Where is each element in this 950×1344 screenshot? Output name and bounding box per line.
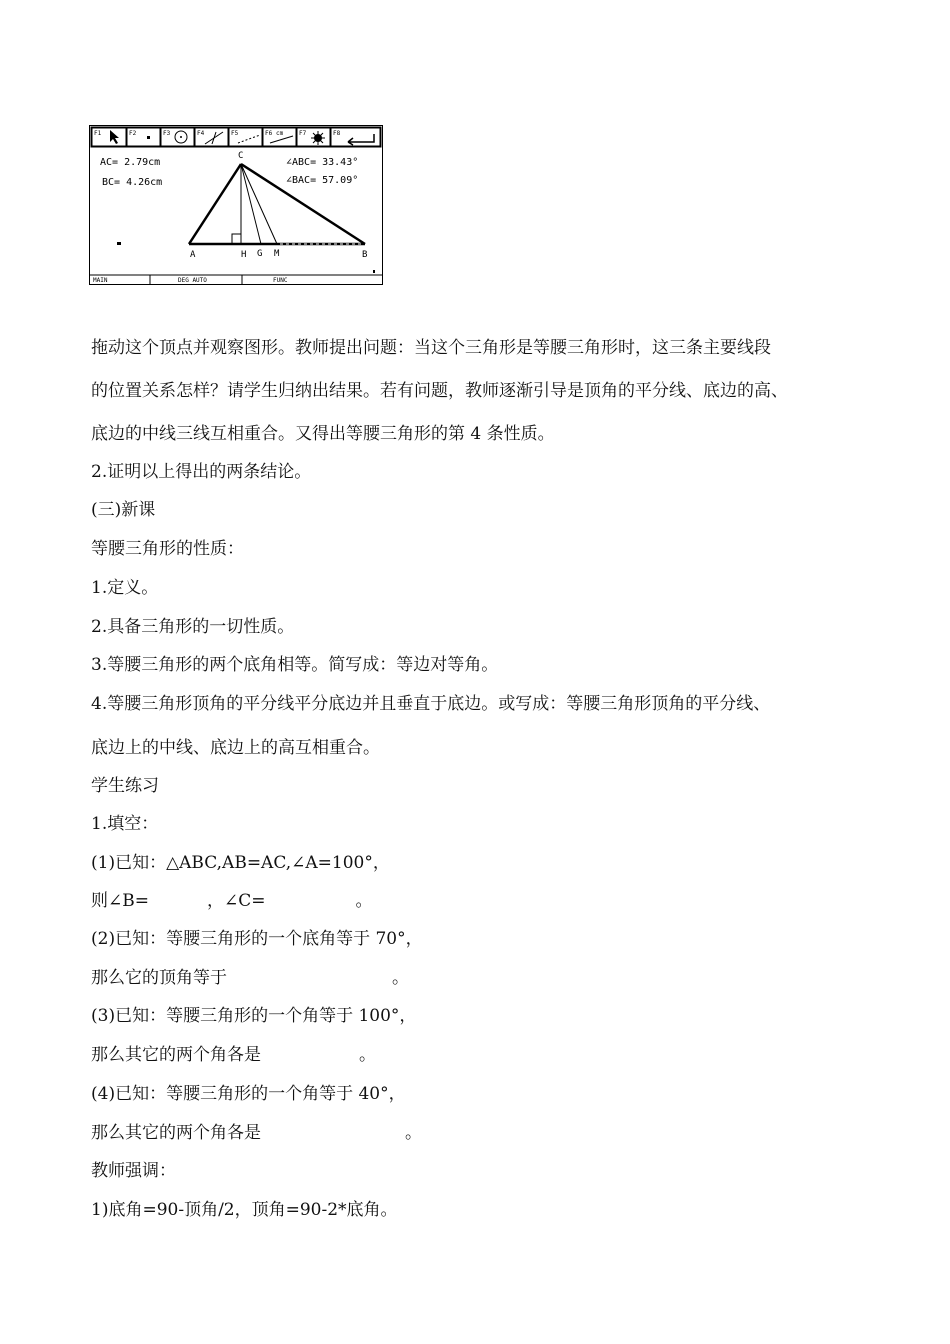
answer-end-3: 。 xyxy=(359,1045,376,1065)
status-bar xyxy=(90,275,382,284)
properties-heading: 等腰三角形的性质： xyxy=(91,539,244,559)
emphasis-formula: 1)底角=90-顶角/2，顶角=90-2*底角。 xyxy=(91,1200,398,1220)
bc-measurement: BC= 4.26cm xyxy=(102,177,163,188)
question-1-answer-line xyxy=(91,891,372,911)
property-1: 1.定义。 xyxy=(91,578,159,598)
question-4: (4)已知：等腰三角形的一个角等于 40°， xyxy=(91,1084,406,1104)
proof-instruction: 2.证明以上得出的两条结论。 xyxy=(91,462,312,482)
svg-text:F6: F6 xyxy=(265,130,273,137)
point-label-h: H xyxy=(241,250,247,260)
point-label-b: B xyxy=(362,250,368,260)
practice-heading: 学生练习 xyxy=(91,776,159,796)
ac-measurement: AC= 2.79cm xyxy=(100,157,161,168)
status-angle: DEG AUTO xyxy=(178,277,207,284)
point-label-m: M xyxy=(274,249,280,259)
paragraph-1-line-2: 的位置关系怎样？请学生归纳出结果。若有问题，教师逐渐引导是顶角的平分线、底边的高、 xyxy=(91,381,788,401)
answer-label-3: 那么其它的两个角各是 xyxy=(91,1045,261,1065)
property-2: 2.具备三角形的一切性质。 xyxy=(91,617,295,637)
answer-end-4: 。 xyxy=(405,1123,422,1143)
question-4-answer-line xyxy=(91,1123,422,1143)
svg-text:F4: F4 xyxy=(197,130,205,137)
answer-label-b: 则∠B= xyxy=(91,891,149,911)
side-ac xyxy=(189,164,241,244)
point-label-g: G xyxy=(257,249,263,259)
angle-bac-measurement: ∠BAC= 57.09° xyxy=(286,175,359,186)
toolbar xyxy=(91,127,381,147)
property-3: 3.等腰三角形的两个底角相等。简写成：等边对等角。 xyxy=(91,655,499,675)
question-2-answer-line xyxy=(91,968,409,988)
question-2: (2)已知：等腰三角形的一个底角等于 70°， xyxy=(91,929,423,949)
question-3-answer-line xyxy=(91,1045,376,1065)
calculator-screenshot xyxy=(89,125,383,285)
paragraph-1-line-3: 底边的中线三线互相重合。又得出等腰三角形的第 4 条性质。 xyxy=(91,424,555,444)
free-point[interactable] xyxy=(117,242,121,245)
svg-text:F1: F1 xyxy=(94,130,102,137)
svg-text:F8: F8 xyxy=(333,130,341,137)
point-icon xyxy=(147,136,150,139)
property-4-line-1: 4.等腰三角形顶角的平分线平分底边并且垂直于底边。或写成：等腰三角形顶角的平分线、 xyxy=(91,694,771,714)
answer-label-4: 那么其它的两个角各是 xyxy=(91,1123,261,1143)
paragraph-1-line-1: 拖动这个顶点并观察图形。教师提出问题：当这个三角形是等腰三角形时，这三条主要线段 xyxy=(91,338,771,358)
question-3: (3)已知：等腰三角形的一个角等于 100°， xyxy=(91,1006,417,1026)
point-label-a: A xyxy=(190,250,196,260)
status-graph: FUNC xyxy=(273,277,288,284)
svg-text:F7: F7 xyxy=(299,130,307,137)
svg-text:F5: F5 xyxy=(231,130,239,137)
svg-text:F2: F2 xyxy=(129,130,137,137)
section-heading-new-lesson: (三)新课 xyxy=(91,500,156,520)
property-4-line-2: 底边上的中线、底边上的高互相重合。 xyxy=(91,738,380,758)
answer-end-1: 。 xyxy=(355,891,373,911)
fill-in-heading: 1.填空： xyxy=(91,814,159,834)
answer-label-2: 那么它的顶角等于 xyxy=(91,968,227,988)
right-angle-mark xyxy=(232,234,241,244)
status-mode: MAIN xyxy=(93,277,108,284)
svg-text:cm: cm xyxy=(276,130,284,137)
svg-text:F3: F3 xyxy=(163,130,171,137)
teacher-emphasis-heading: 教师强调： xyxy=(91,1161,176,1181)
answer-label-c: ，∠C= xyxy=(206,891,266,911)
answer-end-2: 。 xyxy=(392,968,409,988)
question-1: (1)已知：△ABC,AB=AC,∠A=100°， xyxy=(91,853,390,873)
point-label-c: C xyxy=(238,151,244,161)
angle-abc-measurement: ∠ABC= 33.43° xyxy=(286,157,359,168)
